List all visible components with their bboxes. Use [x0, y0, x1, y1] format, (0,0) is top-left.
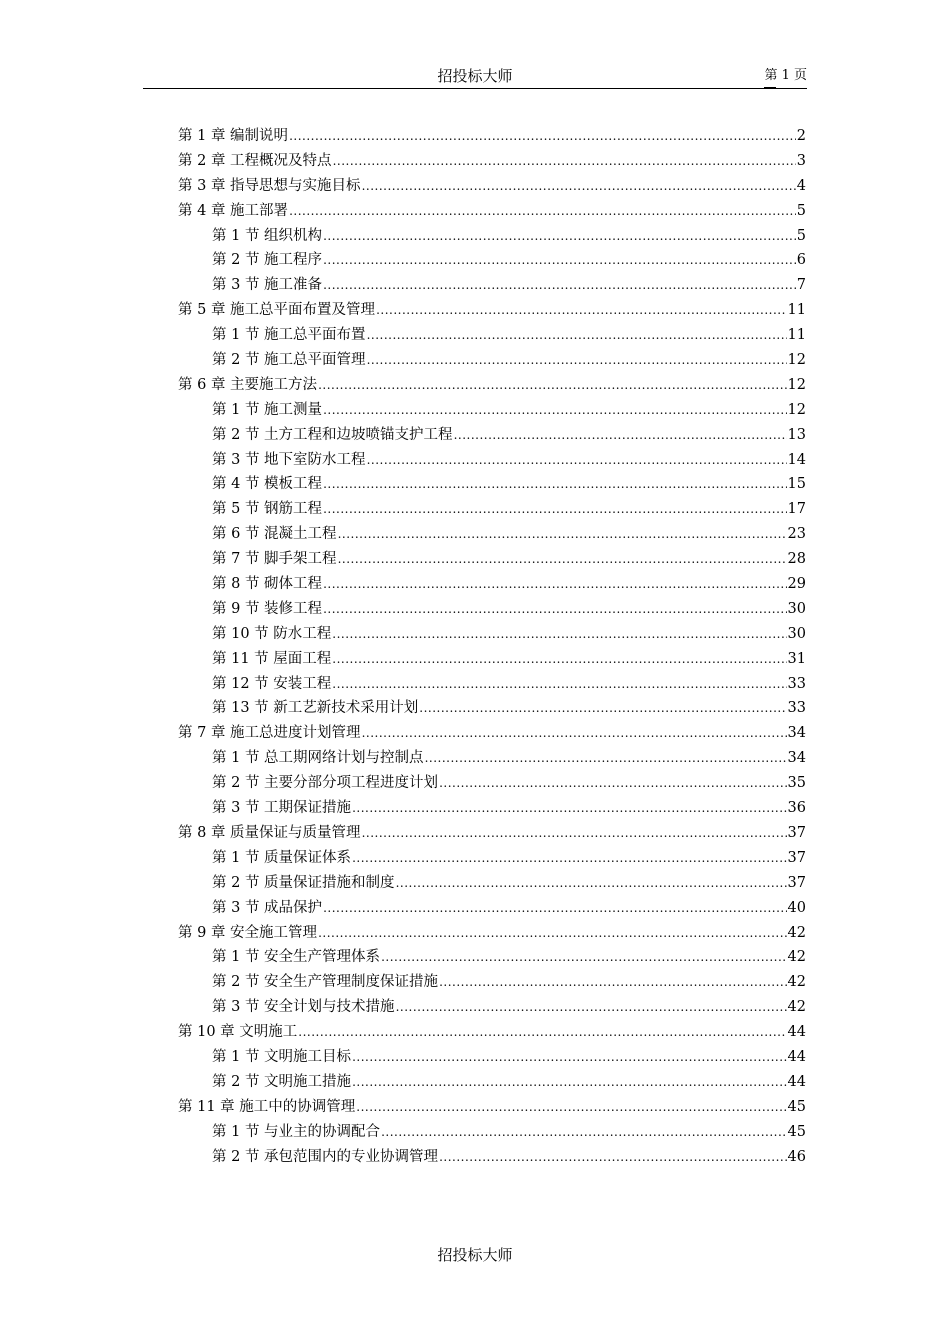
- toc-entry-label: 第 2 节 文明施工措施: [212, 1073, 352, 1090]
- toc-entry-page-number: 36: [787, 800, 806, 817]
- toc-entry-page-number: 42: [787, 999, 806, 1016]
- toc-dot-leader: [362, 174, 796, 199]
- toc-section-entry[interactable]: [178, 273, 806, 298]
- toc-dot-leader: [352, 1045, 786, 1070]
- toc-entry-page-number: 45: [787, 1123, 806, 1140]
- toc-entry-label: 第 2 节 质量保证措施和制度: [212, 874, 395, 891]
- toc-entry-label: 第 11 章 施工中的协调管理: [178, 1098, 356, 1115]
- toc-section-entry[interactable]: [178, 597, 806, 622]
- toc-dot-leader: [381, 1120, 786, 1145]
- toc-entry-page-number: 5: [796, 202, 806, 219]
- toc-entry-page-number: 31: [787, 650, 806, 667]
- toc-dot-leader: [352, 1070, 786, 1095]
- toc-entry-label: 第 3 节 工期保证措施: [212, 800, 352, 817]
- toc-entry-page-number: 46: [787, 1148, 806, 1165]
- toc-dot-leader: [425, 746, 787, 771]
- toc-section-entry[interactable]: [178, 945, 806, 970]
- toc-section-entry[interactable]: [178, 398, 806, 423]
- toc-entry-label: 第 6 节 混凝土工程: [212, 526, 337, 543]
- toc-entry-page-number: 37: [787, 849, 806, 866]
- toc-dot-leader: [352, 796, 786, 821]
- toc-entry-page-number: 13: [787, 426, 806, 443]
- toc-dot-leader: [367, 323, 787, 348]
- toc-entry-page-number: 12: [787, 352, 806, 369]
- toc-entry-page-number: 30: [787, 625, 806, 642]
- toc-entry-page-number: 40: [787, 899, 806, 916]
- toc-section-entry[interactable]: [178, 696, 806, 721]
- table-of-contents: [178, 124, 806, 1169]
- toc-entry-label: 第 2 节 主要分部分项工程进度计划: [212, 775, 439, 792]
- toc-section-entry[interactable]: [178, 522, 806, 547]
- toc-dot-leader: [381, 945, 786, 970]
- toc-section-entry[interactable]: [178, 1145, 806, 1170]
- toc-entry-page-number: 4: [796, 177, 806, 194]
- toc-entry-label: 第 1 节 质量保证体系: [212, 849, 352, 866]
- toc-entry-label: 第 9 节 装修工程: [212, 600, 323, 617]
- toc-entry-page-number: 44: [787, 1048, 806, 1065]
- toc-entry-label: 第 3 节 地下室防水工程: [212, 451, 366, 468]
- toc-dot-leader: [439, 1145, 786, 1170]
- toc-dot-leader: [356, 1095, 786, 1120]
- toc-entry-page-number: 14: [787, 451, 806, 468]
- toc-dot-leader: [338, 547, 787, 572]
- toc-entry-page-number: 3: [796, 152, 806, 169]
- toc-entry-label: 第 1 节 施工总平面布置: [212, 327, 366, 344]
- toc-dot-leader: [323, 273, 796, 298]
- toc-chapter-entry[interactable]: [178, 124, 806, 149]
- toc-section-entry[interactable]: [178, 572, 806, 597]
- toc-chapter-entry[interactable]: [178, 821, 806, 846]
- toc-dot-leader: [323, 572, 786, 597]
- header-page-label: 第 1 页: [764, 68, 807, 83]
- toc-section-entry[interactable]: [178, 423, 806, 448]
- toc-entry-label: 第 9 章 安全施工管理: [178, 924, 318, 941]
- toc-dot-leader: [338, 522, 787, 547]
- toc-entry-label: 第 8 章 质量保证与质量管理: [178, 824, 361, 841]
- toc-entry-label: 第 3 节 成品保护: [212, 899, 323, 916]
- toc-section-entry[interactable]: [178, 448, 806, 473]
- toc-section-entry[interactable]: [178, 796, 806, 821]
- toc-dot-leader: [318, 373, 786, 398]
- toc-entry-label: 第 1 节 文明施工目标: [212, 1048, 352, 1065]
- toc-entry-page-number: 29: [787, 576, 806, 593]
- toc-entry-page-number: 2: [796, 128, 806, 144]
- page-header: [143, 64, 807, 89]
- toc-dot-leader: [367, 448, 787, 473]
- toc-section-entry[interactable]: [178, 472, 806, 497]
- toc-dot-leader: [318, 921, 786, 946]
- toc-section-entry[interactable]: [178, 846, 806, 871]
- toc-entry-label: 第 11 节 屋面工程: [212, 650, 332, 667]
- toc-dot-leader: [323, 248, 796, 273]
- toc-entry-page-number: 28: [787, 551, 806, 568]
- toc-dot-leader: [396, 995, 787, 1020]
- toc-section-entry[interactable]: [178, 547, 806, 572]
- toc-dot-leader: [333, 149, 796, 174]
- toc-entry-page-number: 33: [787, 700, 806, 717]
- toc-dot-leader: [396, 871, 787, 896]
- toc-entry-label: 第 8 节 砌体工程: [212, 576, 323, 593]
- toc-dot-leader: [332, 622, 786, 647]
- toc-section-entry[interactable]: [178, 771, 806, 796]
- toc-chapter-entry[interactable]: [178, 373, 806, 398]
- toc-dot-leader: [439, 970, 786, 995]
- toc-chapter-entry[interactable]: [178, 1095, 806, 1120]
- toc-entry-page-number: 35: [787, 775, 806, 792]
- toc-section-entry[interactable]: [178, 224, 806, 249]
- toc-dot-leader: [376, 298, 786, 323]
- toc-dot-leader: [323, 497, 786, 522]
- toc-entry-label: 第 1 节 安全生产管理体系: [212, 949, 381, 966]
- toc-entry-label: 第 13 节 新工艺新技术采用计划: [212, 700, 419, 717]
- toc-dot-leader: [298, 1020, 786, 1045]
- toc-entry-label: 第 5 章 施工总平面布置及管理: [178, 302, 376, 319]
- toc-entry-page-number: 44: [787, 1024, 806, 1041]
- toc-entry-label: 第 7 章 施工总进度计划管理: [178, 725, 361, 742]
- toc-section-entry[interactable]: [178, 1045, 806, 1070]
- toc-entry-label: 第 1 节 组织机构: [212, 227, 323, 244]
- toc-entry-label: 第 3 节 安全计划与技术措施: [212, 999, 395, 1016]
- header-title: 招投标大师: [437, 67, 513, 85]
- toc-dot-leader: [323, 597, 786, 622]
- header-page-number: [764, 67, 807, 85]
- toc-section-entry[interactable]: [178, 622, 806, 647]
- toc-dot-leader: [323, 896, 786, 921]
- toc-entry-label: 第 2 节 施工总平面管理: [212, 352, 366, 369]
- toc-entry-page-number: 6: [796, 252, 806, 269]
- toc-dot-leader: [323, 224, 796, 249]
- toc-entry-label: 第 3 章 指导思想与实施目标: [178, 177, 361, 194]
- toc-dot-leader: [332, 647, 786, 672]
- toc-entry-label: 第 4 节 模板工程: [212, 476, 323, 493]
- toc-chapter-entry[interactable]: [178, 1020, 806, 1045]
- toc-entry-page-number: 34: [787, 750, 806, 767]
- toc-entry-label: 第 1 节 施工测量: [212, 401, 323, 418]
- toc-entry-label: 第 3 节 施工准备: [212, 277, 323, 294]
- toc-entry-page-number: 17: [787, 501, 806, 518]
- toc-entry-page-number: 42: [787, 974, 806, 991]
- toc-entry-label: 第 2 节 安全生产管理制度保证措施: [212, 974, 439, 991]
- toc-entry-label: 第 6 章 主要施工方法: [178, 376, 318, 393]
- toc-entry-label: 第 2 节 施工程序: [212, 252, 323, 269]
- toc-section-entry[interactable]: [178, 248, 806, 273]
- toc-section-entry[interactable]: [178, 323, 806, 348]
- toc-entry-label: 第 1 节 总工期网络计划与控制点: [212, 750, 424, 767]
- toc-entry-page-number: 45: [787, 1098, 806, 1115]
- toc-section-entry[interactable]: [178, 970, 806, 995]
- toc-chapter-entry[interactable]: [178, 298, 806, 323]
- toc-section-entry[interactable]: [178, 896, 806, 921]
- toc-dot-leader: [362, 721, 787, 746]
- toc-entry-page-number: 37: [787, 874, 806, 891]
- toc-entry-page-number: 12: [787, 376, 806, 393]
- toc-chapter-entry[interactable]: [178, 149, 806, 174]
- toc-entry-page-number: 23: [787, 526, 806, 543]
- toc-entry-label: 第 4 章 施工部署: [178, 202, 289, 219]
- toc-section-entry[interactable]: [178, 647, 806, 672]
- toc-dot-leader: [439, 771, 786, 796]
- toc-entry-page-number: 7: [796, 277, 806, 294]
- toc-section-entry[interactable]: [178, 871, 806, 896]
- toc-entry-page-number: 11: [787, 302, 806, 319]
- toc-entry-label: 第 2 节 土方工程和边坡喷锚支护工程: [212, 426, 453, 443]
- header-page-underline: [764, 87, 776, 89]
- toc-entry-label: 第 12 节 安装工程: [212, 675, 332, 692]
- toc-chapter-entry[interactable]: [178, 921, 806, 946]
- toc-dot-leader: [362, 821, 787, 846]
- toc-chapter-entry[interactable]: [178, 174, 806, 199]
- toc-section-entry[interactable]: [178, 1120, 806, 1145]
- toc-section-entry[interactable]: [178, 746, 806, 771]
- toc-section-entry[interactable]: [178, 995, 806, 1020]
- toc-entry-label: 第 1 节 与业主的协调配合: [212, 1123, 381, 1140]
- toc-entry-label: 第 10 节 防水工程: [212, 625, 332, 642]
- toc-entry-page-number: 5: [796, 227, 806, 244]
- toc-entry-page-number: 42: [787, 924, 806, 941]
- toc-entry-page-number: 12: [787, 401, 806, 418]
- toc-chapter-entry[interactable]: [178, 721, 806, 746]
- toc-entry-label: 第 5 节 钢筋工程: [212, 501, 323, 518]
- toc-entry-page-number: 15: [787, 476, 806, 493]
- toc-entry-label: 第 2 节 承包范围内的专业协调管理: [212, 1148, 439, 1165]
- toc-entry-page-number: 37: [787, 824, 806, 841]
- toc-section-entry[interactable]: [178, 672, 806, 697]
- toc-entry-page-number: 33: [787, 675, 806, 692]
- toc-dot-leader: [367, 348, 787, 373]
- toc-entry-label: 第 7 节 脚手架工程: [212, 551, 337, 568]
- toc-entry-page-number: 11: [787, 327, 806, 344]
- toc-section-entry[interactable]: [178, 348, 806, 373]
- toc-chapter-entry[interactable]: [178, 199, 806, 224]
- toc-entry-page-number: 44: [787, 1073, 806, 1090]
- toc-entry-page-number: 30: [787, 600, 806, 617]
- toc-entry-page-number: 34: [787, 725, 806, 742]
- page-footer: 招投标大师: [437, 1246, 513, 1264]
- toc-entry-label: 第 1 章 编制说明: [178, 128, 289, 144]
- toc-entry-label: 第 2 章 工程概况及特点: [178, 152, 332, 169]
- toc-section-entry[interactable]: [178, 497, 806, 522]
- toc-dot-leader: [289, 124, 796, 149]
- toc-section-entry[interactable]: [178, 1070, 806, 1095]
- toc-dot-leader: [419, 696, 786, 721]
- toc-dot-leader: [323, 472, 786, 497]
- toc-dot-leader: [332, 672, 786, 697]
- toc-dot-leader: [323, 398, 786, 423]
- toc-dot-leader: [289, 199, 796, 224]
- toc-dot-leader: [352, 846, 786, 871]
- toc-entry-page-number: 42: [787, 949, 806, 966]
- toc-dot-leader: [454, 423, 787, 448]
- toc-entry-label: 第 10 章 文明施工: [178, 1024, 298, 1041]
